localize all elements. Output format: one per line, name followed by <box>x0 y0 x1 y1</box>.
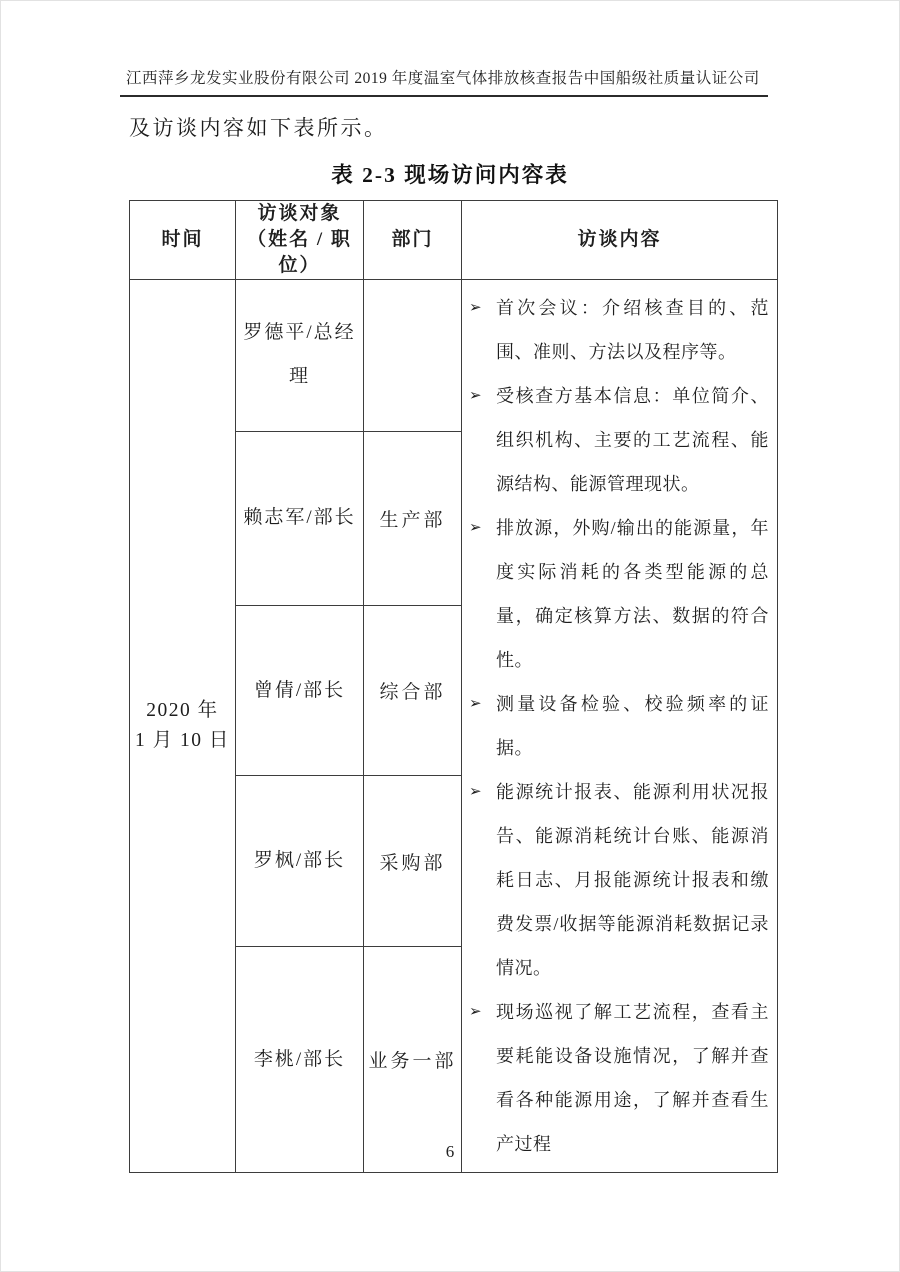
bullet-text: 排放源，外购/输出的能源量，年度实际消耗的各类型能源的总量，确定核算方法、数据的符合性。 <box>496 518 769 670</box>
content-bullet-item <box>462 374 769 506</box>
arrow-bullet-icon: ➢ <box>469 696 482 712</box>
intro-paragraph: 及访谈内容如下表所示。 <box>129 116 388 140</box>
time-date: 1 月 10 日 <box>135 730 230 751</box>
content-bullet-item <box>462 990 769 1166</box>
department-cell: 采购部 <box>364 776 462 947</box>
arrow-bullet-icon: ➢ <box>469 1004 482 1020</box>
arrow-bullet-icon: ➢ <box>469 388 482 404</box>
table-title: 表 2-3 现场访问内容表 <box>331 163 569 187</box>
table-row <box>130 280 778 432</box>
time-year: 2020 年 <box>146 700 219 721</box>
page-number: 6 <box>445 1142 455 1161</box>
bullet-text: 受核查方基本信息：单位简介、组织机构、主要的工艺流程、能源结构、能源管理现状。 <box>496 386 769 494</box>
department-cell: 业务一部 <box>364 947 462 1173</box>
interviewee-cell: 曾倩/部长 <box>236 606 364 776</box>
interviewee-cell: 赖志军/部长 <box>236 431 364 606</box>
department-cell <box>364 280 462 432</box>
site-visit-table <box>129 200 778 1173</box>
header-interviewee: 访谈对象 （姓名 / 职位） <box>236 201 364 280</box>
interviewee-cell: 罗枫/部长 <box>236 776 364 947</box>
arrow-bullet-icon: ➢ <box>469 300 482 316</box>
header-time: 时间 <box>130 201 236 280</box>
interviewee-cell: 罗德平/总经理 <box>236 280 364 432</box>
arrow-bullet-icon: ➢ <box>469 520 482 536</box>
bullet-text: 首次会议：介绍核查目的、范围、准则、方法以及程序等。 <box>496 298 769 362</box>
content-bullet-item <box>462 506 769 682</box>
bullet-text: 现场巡视了解工艺流程，查看主要耗能设备设施情况，了解并查看各种能源用途，了解并查看生产过程 <box>496 1002 769 1154</box>
header-content: 访谈内容 <box>462 201 778 280</box>
running-header <box>120 66 768 97</box>
running-header-text: 江西萍乡龙发实业股份有限公司 2019 年度温室气体排放核查报告中国船级社质量认证公司 <box>126 70 760 87</box>
content-bullet-item <box>462 770 769 990</box>
department-cell: 生产部 <box>364 431 462 606</box>
interviewee-cell: 李桃/部长 <box>236 947 364 1173</box>
time-cell <box>130 280 236 1173</box>
arrow-bullet-icon: ➢ <box>469 784 482 800</box>
interview-content-cell <box>462 280 778 1173</box>
content-bullet-item <box>462 286 769 374</box>
header-department: 部门 <box>364 201 462 280</box>
bullet-text: 能源统计报表、能源利用状况报告、能源消耗统计台账、能源消耗日志、月报能源统计报表和缴费发票/收据等能源消耗数据记录情况。 <box>496 782 769 978</box>
content-bullet-item <box>462 682 769 770</box>
bullet-text: 测量设备检验、校验频率的证据。 <box>496 694 769 758</box>
table-header-row <box>130 201 778 280</box>
department-cell: 综合部 <box>364 606 462 776</box>
